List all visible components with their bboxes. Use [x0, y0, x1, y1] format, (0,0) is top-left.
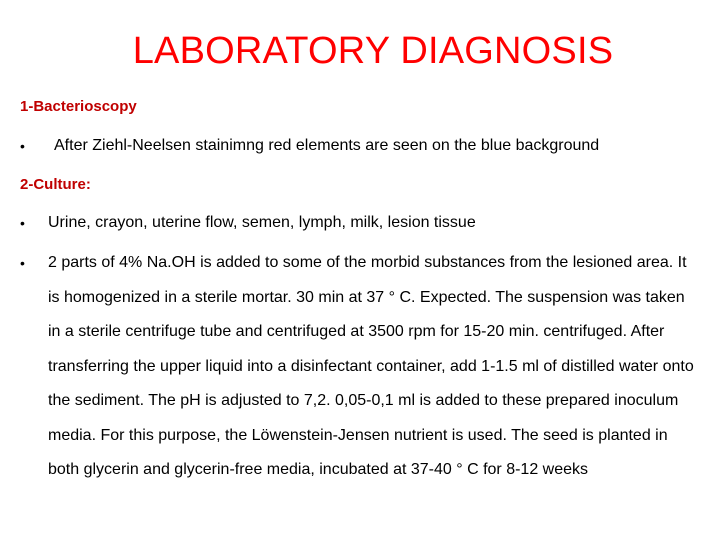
- bullet-text: 2 parts of 4% Na.OH is added to some of the morbid substances from the lesioned area. It is homogenized in a sterile mortar. 30 min at 37 ° C. Expected. The suspension was taken in a sterile centrifuge tube and centrifuged at 3500 rpm for 15-20 min. centrifuged. After transferring the upper liquid into a disinfectant container, add 1-1.5 ml of distilled water onto the sediment. The pH is adjusted to 7,2. 0,05-0,1 ml is added to these prepared inoculum media. For this purpose, the Löwenstein-Jensen nutrient is used. The seed is planted in both glycerin and glycerin-free media, incubated at 37-40 ° C for 8-12 weeks: [48, 254, 694, 478]
- section-heading-bacterioscopy: 1-Bacterioscopy: [20, 98, 137, 115]
- bullet-text: After Ziehl-Neelsen stainimng red elements are seen on the blue background: [54, 137, 600, 154]
- bullet-icon: •: [20, 215, 25, 231]
- bullet-icon: •: [20, 138, 25, 154]
- bullet-icon: •: [20, 255, 25, 271]
- section-heading-culture: 2-Culture:: [20, 176, 91, 193]
- bullet-text: Urine, crayon, uterine flow, semen, lymph, milk, lesion tissue: [48, 214, 476, 231]
- slide-title: LABORATORY DIAGNOSIS: [132, 30, 614, 72]
